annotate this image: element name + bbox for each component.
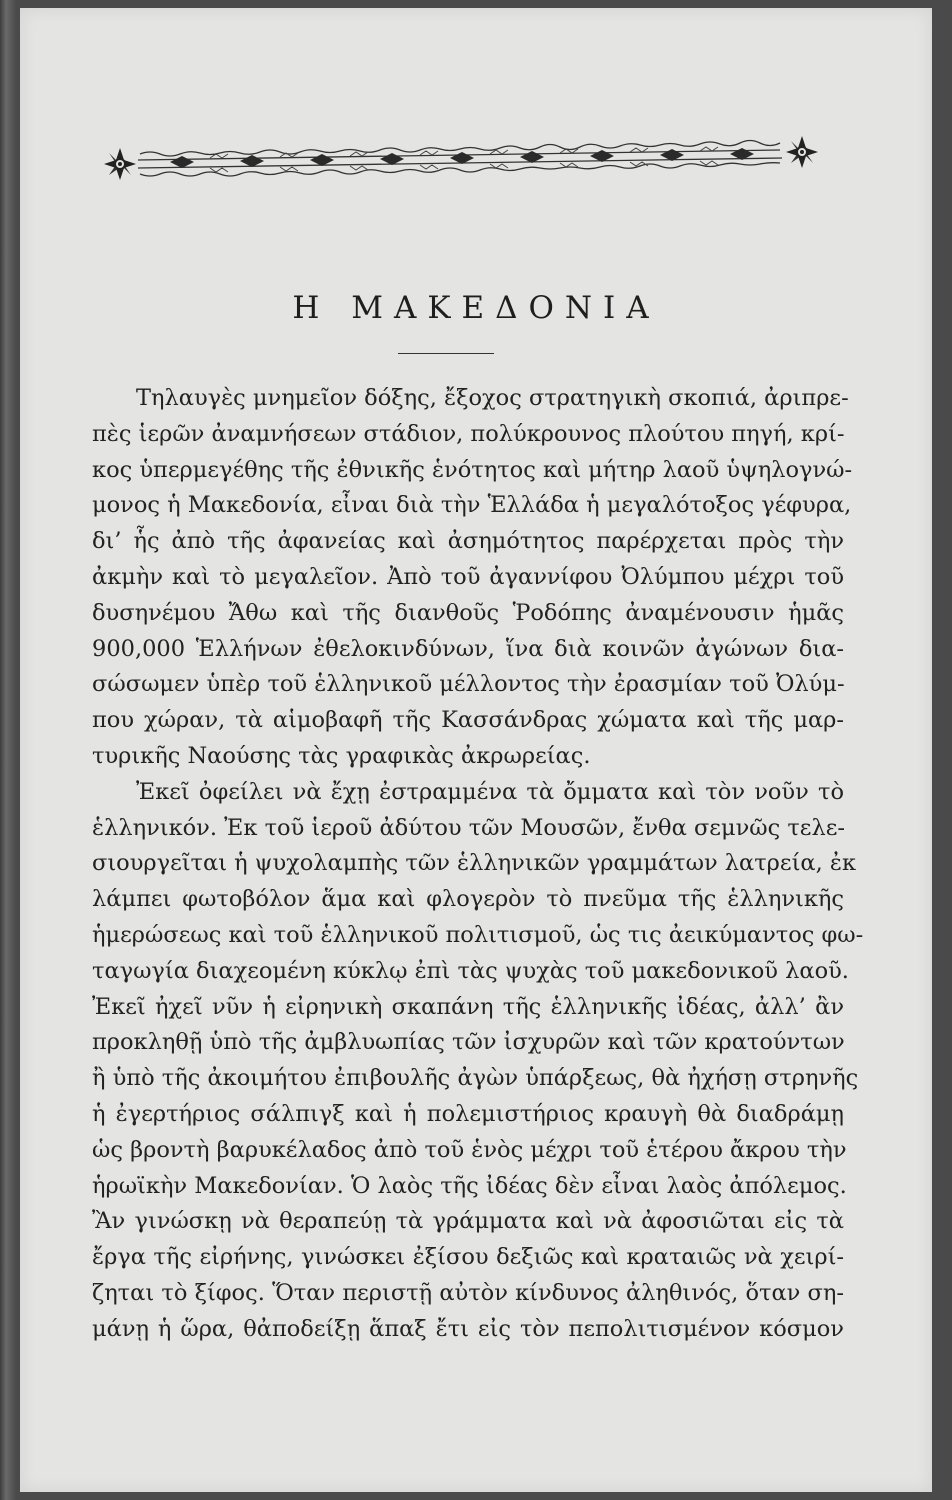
decorative-header-ornament xyxy=(90,128,830,188)
text-line: ἑλληνικόν. Ἐκ τοῦ ἱεροῦ ἀδύτου τῶν Μουσῶν, ἔνθα σεμνῶς τελε- xyxy=(92,814,845,841)
text-line: δυσηνέμου Ἄθω καὶ τῆς διανθοῦς Ῥοδόπης ἀναμένουσιν ἡμᾶς xyxy=(92,599,844,626)
title-divider xyxy=(398,353,494,354)
text-line: πὲς ἱερῶν ἀναμνήσεων στάδιον, πολύκρουνος πλούτου πηγή, κρί- xyxy=(92,420,845,447)
text-line: ἔργα τῆς εἰρήνης, γινώσκει ἐξίσου δεξιῶς καὶ κραταιῶς νὰ χειρί- xyxy=(92,1244,844,1271)
text-line: τυρικῆς Ναούσης τὰς γραφικὰς ἀκρωρείας. xyxy=(92,742,591,769)
page-title: Η ΜΑΚΕΔΟΝΙΑ xyxy=(292,290,660,326)
text-line: ἢ ὑπὸ τῆς ἀκοιμήτου ἐπιβουλῆς ἀγὼν ὑπάρξεως, θὰ ἠχήσῃ στρηνῆς xyxy=(92,1065,859,1092)
text-line: μονος ἡ Μακεδονία, εἶναι διὰ τὴν Ἑλλάδα ἡ μεγαλότοξος γέφυρα, xyxy=(92,492,852,519)
text-line: ἡ ἐγερτήριος σάλπιγξ καὶ ἡ πολεμιστήριος κραυγὴ θὰ διαδράμῃ xyxy=(92,1100,844,1127)
text-line: σιουργεῖται ἡ ψυχολαμπὴς τῶν ἑλληνικῶν γραμμάτων λατρεία, ἐκ xyxy=(92,850,857,877)
text-line: 900,000 Ἑλλήνων ἐθελοκινδύνων, ἵνα διὰ κοινῶν ἀγώνων δια- xyxy=(92,635,844,662)
text-line: σώσωμεν ὑπὲρ τοῦ ἑλληνικοῦ μέλλοντος τὴν ἐρασμίαν τοῦ Ὀλύμ- xyxy=(92,671,845,698)
text-line: Τηλαυγὲς μνημεῖον δόξης, ἔξοχος στρατηγικὴ σκοπιά, ἀριπρε- xyxy=(136,385,849,411)
text-line: Ἐκεῖ ἠχεῖ νῦν ἡ εἰρηνικὴ σκαπάνη τῆς ἑλληνικῆς ἰδέας, ἀλλ’ ἂν xyxy=(92,993,844,1020)
text-line: ἡμερώσεως καὶ τοῦ ἑλληνικοῦ πολιτισμοῦ, ὡς τις ἀεικύμαντος φω- xyxy=(92,921,864,948)
text-line: ταγωγία διαχεομένη κύκλῳ ἐπὶ τὰς ψυχὰς τοῦ μακεδονικοῦ λαοῦ. xyxy=(92,957,849,984)
text-line: μάνῃ ἡ ὥρα, θἀποδείξῃ ἅπαξ ἔτι εἰς τὸν πεπολιτισμένον κόσμον xyxy=(92,1315,844,1342)
star-ornament-left-icon xyxy=(104,148,136,180)
text-line: ἡρωϊκὴν Μακεδονίαν. Ὁ λαὸς τῆς ἰδέας δὲν εἶναι λαὸς ἀπόλεμος. xyxy=(92,1172,847,1199)
book-page xyxy=(20,8,932,1492)
text-line: που χώραν, τὰ αἱμοβαφῆ τῆς Κασσάνδρας χώματα καὶ τῆς μαρ- xyxy=(92,707,844,734)
star-ornament-right-icon xyxy=(786,136,818,168)
text-line: ζηται τὸ ξίφος. Ὅταν περιστῇ αὐτὸν κίνδυνος ἀληθινός, ὅταν ση- xyxy=(92,1279,844,1306)
text-line: δι’ ἧς ἀπὸ τῆς ἀφανείας καὶ ἀσημότητος παρέρχεται πρὸς τὴν xyxy=(92,528,844,555)
text-line: λάμπει φωτοβόλον ἅμα καὶ φλογερὸν τὸ πνεῦμα τῆς ἑλληνικῆς xyxy=(92,886,844,913)
text-line: ὡς βροντὴ βαρυκέλαδος ἀπὸ τοῦ ἑνὸς μέχρι τοῦ ἑτέρου ἄκρου τὴν xyxy=(92,1136,847,1163)
text-line: κος ὑπερμεγέθης τῆς ἐθνικῆς ἑνότητος καὶ μήτηρ λαοῦ ὑψηλογνώ- xyxy=(92,456,853,483)
text-line: Ἐκεῖ ὀφείλει νὰ ἔχῃ ἐστραμμένα τὰ ὄμματα καὶ τὸν νοῦν τὸ xyxy=(136,778,844,805)
text-line: Ἂν γινώσκῃ νὰ θεραπεύῃ τὰ γράμματα καὶ νὰ ἀφοσιῶται εἰς τὰ xyxy=(92,1208,844,1235)
text-line: προκληθῇ ὑπὸ τῆς ἀμβλυωπίας τῶν ἰσχυρῶν καὶ τῶν κρατούντων xyxy=(92,1029,845,1056)
text-line: ἀκμὴν καὶ τὸ μεγαλεῖον. Ἀπὸ τοῦ ἀγαννίφου Ὀλύμπου μέχρι τοῦ xyxy=(92,563,844,590)
body-text xyxy=(92,381,864,1348)
